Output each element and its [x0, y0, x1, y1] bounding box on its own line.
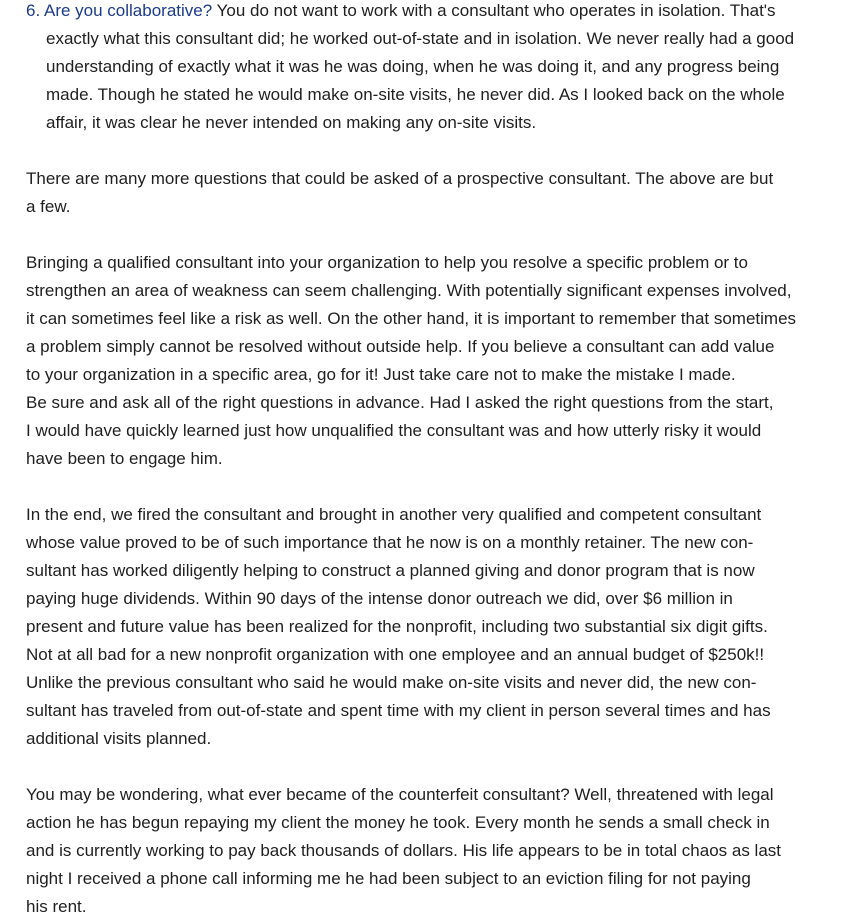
paragraph-line: a few.: [26, 197, 71, 216]
paragraph-line: whose value proved to be of such importance that he now is on a monthly retainer. The new con-: [26, 533, 754, 552]
paragraph-line: In the end, we fired the consultant and brought in another very qualified and competent consultant: [26, 505, 762, 524]
paragraph-line: present and future value has been realized for the nonprofit, including two substantial six digit gifts.: [26, 617, 768, 636]
list-item-question: Are you collaborative?: [43, 1, 213, 20]
list-item-number: 6.: [26, 1, 41, 20]
paragraph-line: his rent.: [26, 897, 87, 916]
list-item-text: You do not want to work with a consultant who operates in isolation. That's: [212, 1, 776, 20]
paragraph-line: sultant has worked diligently helping to construct a planned giving and donor program that is now: [26, 561, 755, 580]
paragraph-line: Be sure and ask all of the right questions in advance. Had I asked the right questions from the start,: [26, 393, 774, 412]
paragraph-line: paying huge dividends. Within 90 days of the intense donor outreach we did, over $6 million in: [26, 589, 733, 608]
paragraph-line: a problem simply cannot be resolved without outside help. If you believe a consultant can add value: [26, 337, 775, 356]
paragraph-line: strengthen an area of weakness can seem challenging. With potentially significant expenses involved,: [26, 281, 792, 300]
list-item-text: affair, it was clear he never intended on making any on-site visits.: [46, 113, 537, 132]
paragraph-line: Bringing a qualified consultant into your organization to help you resolve a specific problem or to: [26, 253, 748, 272]
paragraph-line: Not at all bad for a new nonprofit organization with one employee and an annual budget of $250k!!: [26, 645, 765, 664]
list-item-text: exactly what this consultant did; he worked out-of-state and in isolation. We never really had a good: [46, 29, 795, 48]
list-item-text: made. Though he stated he would make on-site visits, he never did. As I looked back on the whole: [46, 85, 785, 104]
paragraph-line: There are many more questions that could be asked of a prospective consultant. The above are but: [26, 169, 774, 188]
paragraph-line: I would have quickly learned just how unqualified the consultant was and how utterly risky it would: [26, 421, 762, 440]
paragraph-line: night I received a phone call informing me he had been subject to an eviction filing for not paying: [26, 869, 751, 888]
paragraph-line: it can sometimes feel like a risk as well. On the other hand, it is important to remember that sometimes: [26, 309, 797, 328]
paragraph-line: and is currently working to pay back thousands of dollars. His life appears to be in total chaos as last: [26, 841, 782, 860]
paragraph-line: to your organization in a specific area, go for it! Just take care not to make the mistake I made.: [26, 365, 736, 384]
paragraph-line: additional visits planned.: [26, 729, 212, 748]
paragraph-line: You may be wondering, what ever became of the counterfeit consultant? Well, threatened with legal: [26, 785, 774, 804]
list-item-text: understanding of exactly what it was he was doing, when he was doing it, and any progress being: [46, 57, 780, 76]
paragraph-line: sultant has traveled from out-of-state and spent time with my client in person several times and has: [26, 701, 771, 720]
paragraph-line: have been to engage him.: [26, 449, 223, 468]
list-item-first-line: [26, 1, 776, 21]
paragraph-line: Unlike the previous consultant who said he would make on-site visits and never did, the new con-: [26, 673, 757, 692]
paragraph-line: action he has begun repaying my client the money he took. Every month he sends a small check in: [26, 813, 770, 832]
